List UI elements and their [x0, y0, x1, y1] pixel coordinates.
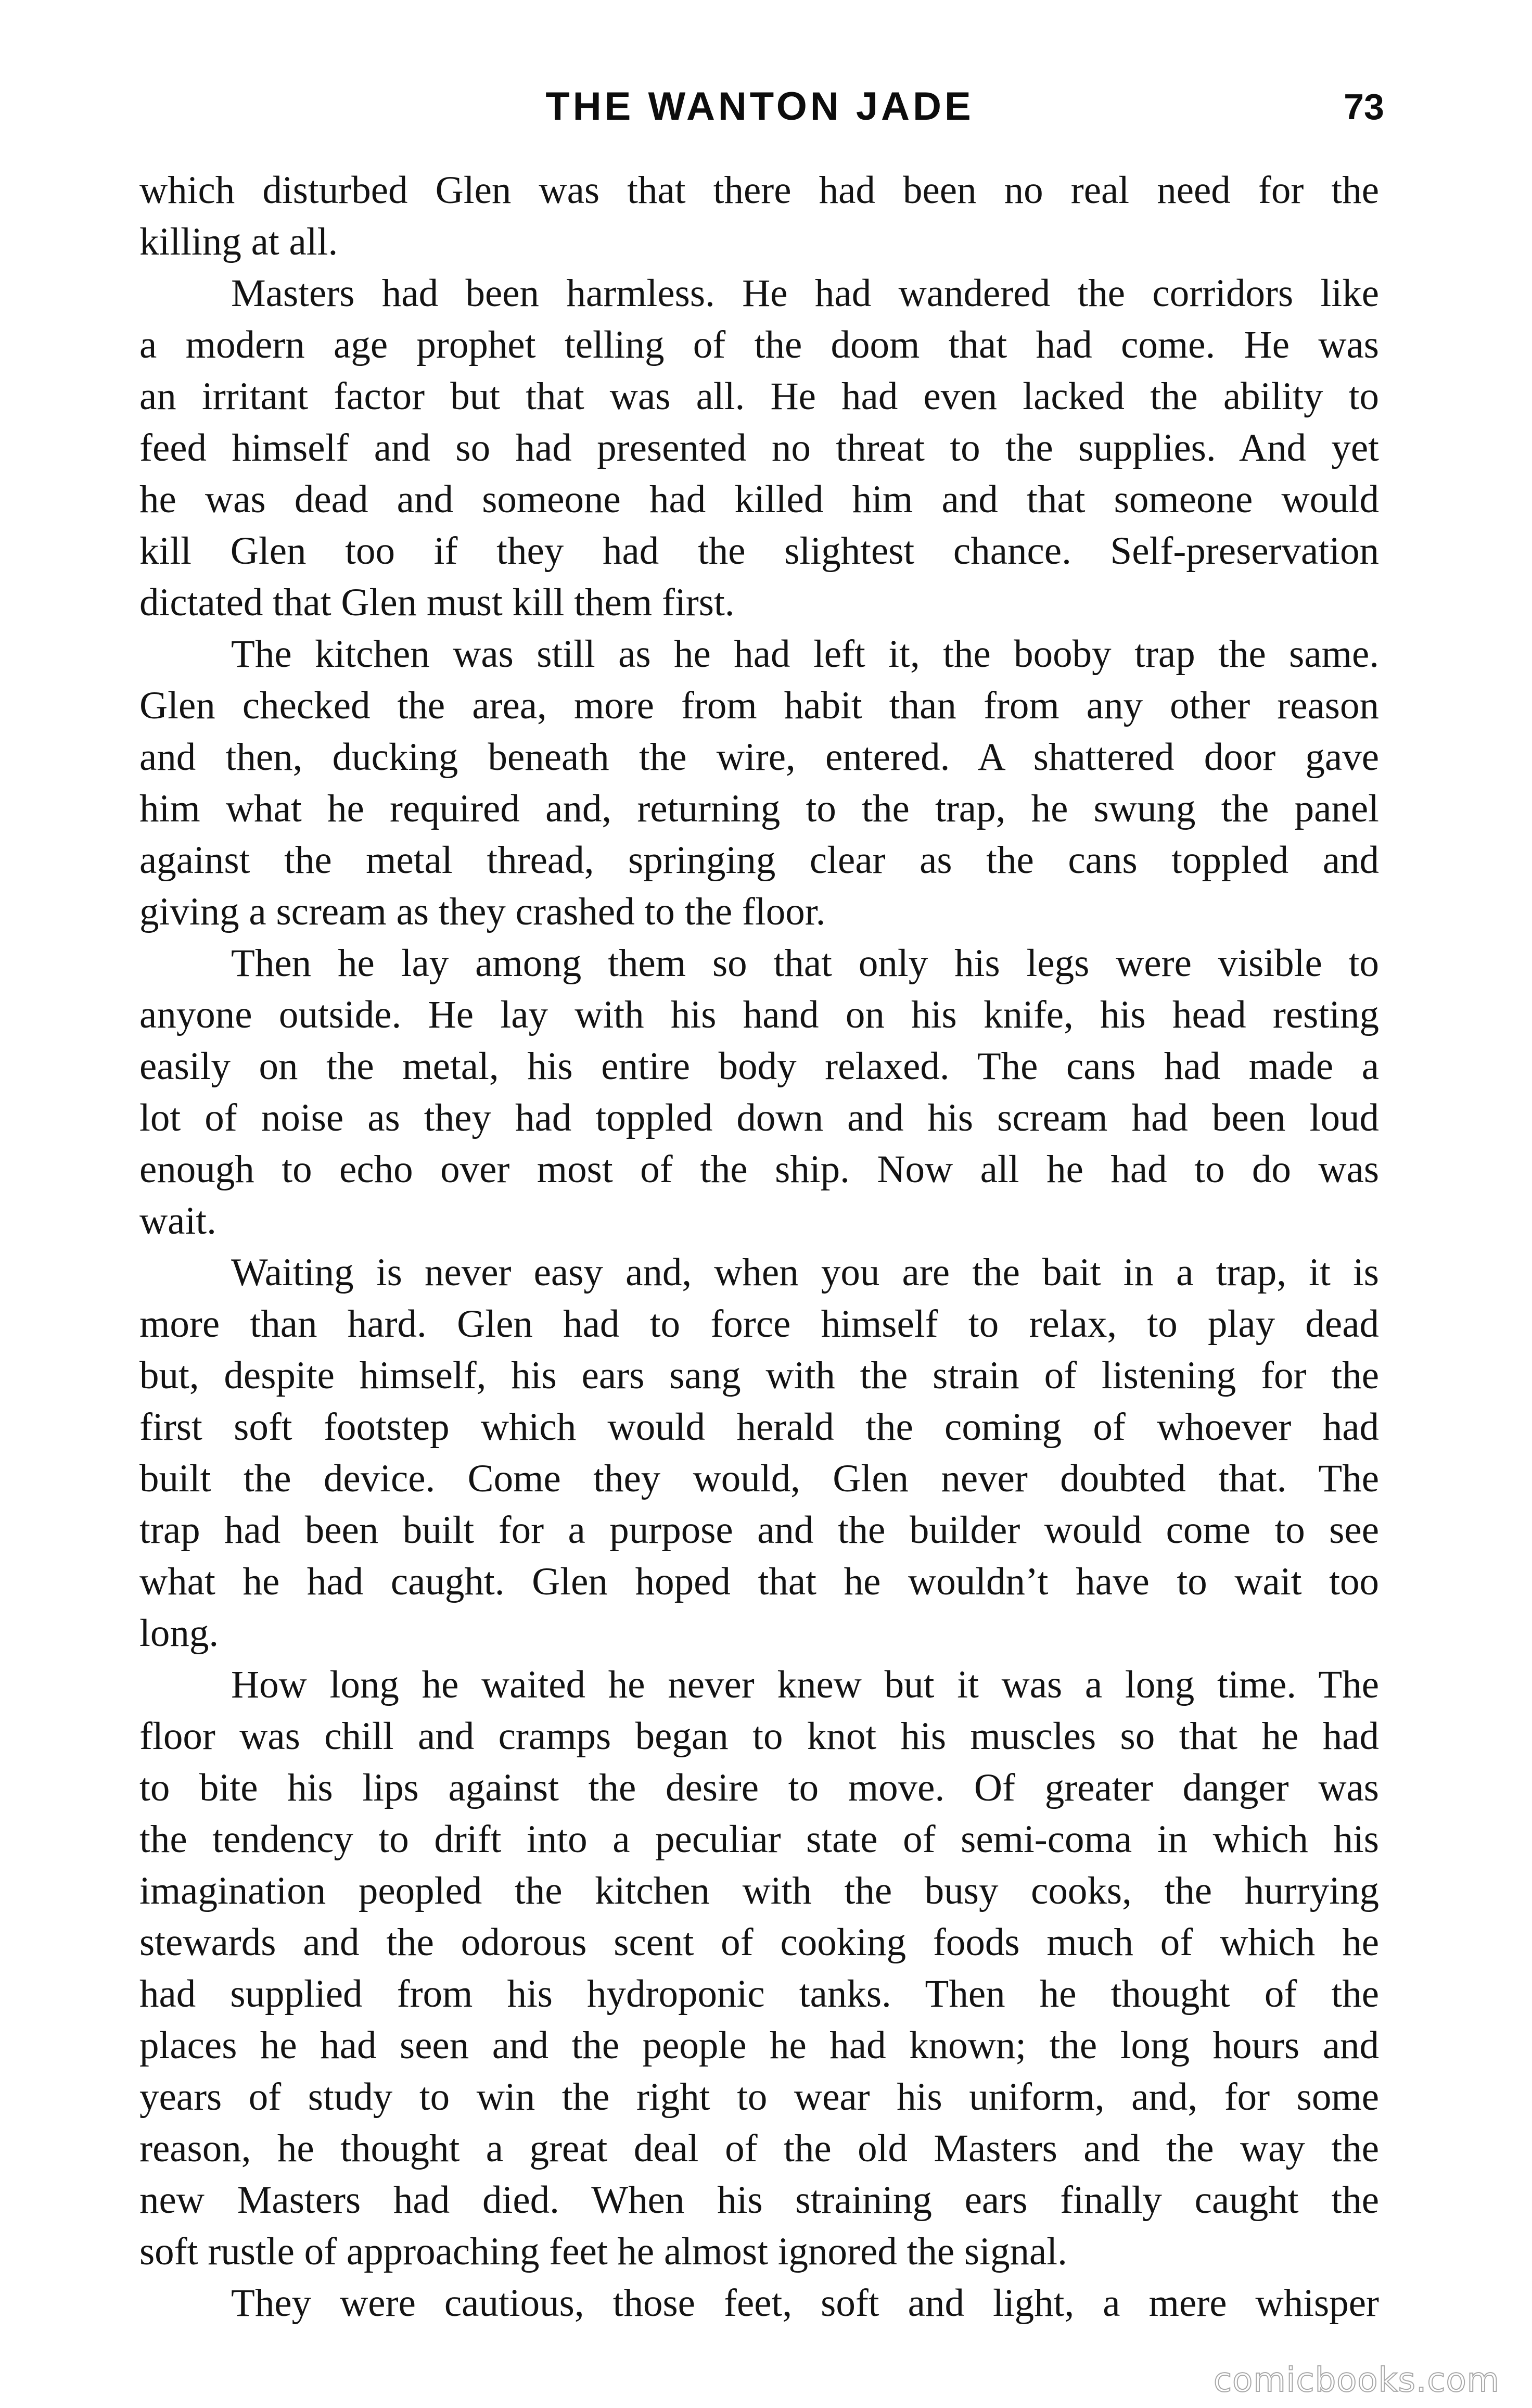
text-line: kill Glen too if they had the slightest chance. Self-preservation: [139, 529, 1379, 573]
text-line: easily on the metal, his entire body relaxed. The cans had made a: [139, 1045, 1379, 1088]
text-line: Masters had been harmless. He had wandered the corridors like: [231, 272, 1379, 315]
text-line: wait.: [139, 1199, 216, 1243]
text-line: a modern age prophet telling of the doom that had come. He was: [139, 323, 1379, 366]
text-line: first soft footstep which would herald the coming of whoever had: [139, 1405, 1379, 1449]
page-number: 73: [1344, 86, 1384, 127]
text-line: floor was chill and cramps began to knot his muscles so that he had: [139, 1715, 1379, 1758]
text-line: long.: [139, 1612, 219, 1655]
text-line: feed himself and so had presented no threat to the supplies. And yet: [139, 426, 1379, 470]
text-line: to bite his lips against the desire to move. Of greater danger was: [139, 1766, 1379, 1809]
running-head: [135, 78, 1384, 135]
text-line: The kitchen was still as he had left it, the booby trap the same.: [231, 632, 1379, 676]
text-line: new Masters had died. When his straining ears finally caught the: [139, 2178, 1379, 2222]
text-line: imagination peopled the kitchen with the busy cooks, the hurrying: [139, 1869, 1379, 1912]
text-line: killing at all.: [139, 220, 338, 263]
text-line: How long he waited he never knew but it was a long time. The: [231, 1663, 1379, 1706]
text-line: reason, he thought a great deal of the old Masters and the way the: [139, 2127, 1379, 2170]
text-line: anyone outside. He lay with his hand on his knife, his head resting: [139, 993, 1379, 1036]
text-line: Waiting is never easy and, when you are the bait in a trap, it is: [231, 1251, 1379, 1294]
text-line: giving a scream as they crashed to the floor.: [139, 890, 826, 933]
watermark: comicbooks.com: [1213, 2361, 1500, 2400]
text-line: against the metal thread, springing clear as the cans toppled and: [139, 839, 1379, 882]
text-line: places he had seen and the people he had known; the long hours and: [139, 2024, 1379, 2067]
text-line: lot of noise as they had toppled down and his scream had been loud: [139, 1096, 1379, 1139]
text-line: They were cautious, those feet, soft and light, a mere whisper: [231, 2282, 1379, 2325]
text-line: Then he lay among them so that only his legs were visible to: [231, 942, 1379, 985]
text-line: which disturbed Glen was that there had been no real need for the: [139, 169, 1379, 212]
text-line: had supplied from his hydroponic tanks. Then he thought of the: [139, 1972, 1379, 2016]
text-line: but, despite himself, his ears sang with the strain of listening for the: [139, 1354, 1379, 1397]
body-text: [139, 164, 1379, 2329]
text-line: enough to echo over most of the ship. Now all he had to do was: [139, 1148, 1379, 1191]
text-line: more than hard. Glen had to force himself to relax, to play dead: [139, 1302, 1379, 1346]
text-line: Glen checked the area, more from habit than from any other reason: [139, 684, 1379, 727]
running-title: THE WANTON JADE: [545, 84, 974, 129]
text-line: what he had caught. Glen hoped that he wouldn’t have to wait too: [139, 1560, 1379, 1603]
text-line: he was dead and someone had killed him and that someone would: [139, 478, 1379, 521]
text-line: dictated that Glen must kill them first.: [139, 581, 735, 624]
text-line: built the device. Come they would, Glen never doubted that. The: [139, 1457, 1379, 1500]
text-line: and then, ducking beneath the wire, entered. A shattered door gave: [139, 736, 1379, 779]
text-line: stewards and the odorous scent of cooking foods much of which he: [139, 1921, 1379, 1964]
text-line: trap had been built for a purpose and the builder would come to see: [139, 1509, 1379, 1552]
text-line: years of study to win the right to wear his uniform, and, for some: [139, 2075, 1379, 2119]
text-line: the tendency to drift into a peculiar state of semi-coma in which his: [139, 1818, 1379, 1861]
text-line: him what he required and, returning to the trap, he swung the panel: [139, 787, 1379, 830]
text-line: soft rustle of approaching feet he almost ignored the signal.: [139, 2230, 1067, 2273]
text-line: an irritant factor but that was all. He had even lacked the ability to: [139, 375, 1379, 418]
